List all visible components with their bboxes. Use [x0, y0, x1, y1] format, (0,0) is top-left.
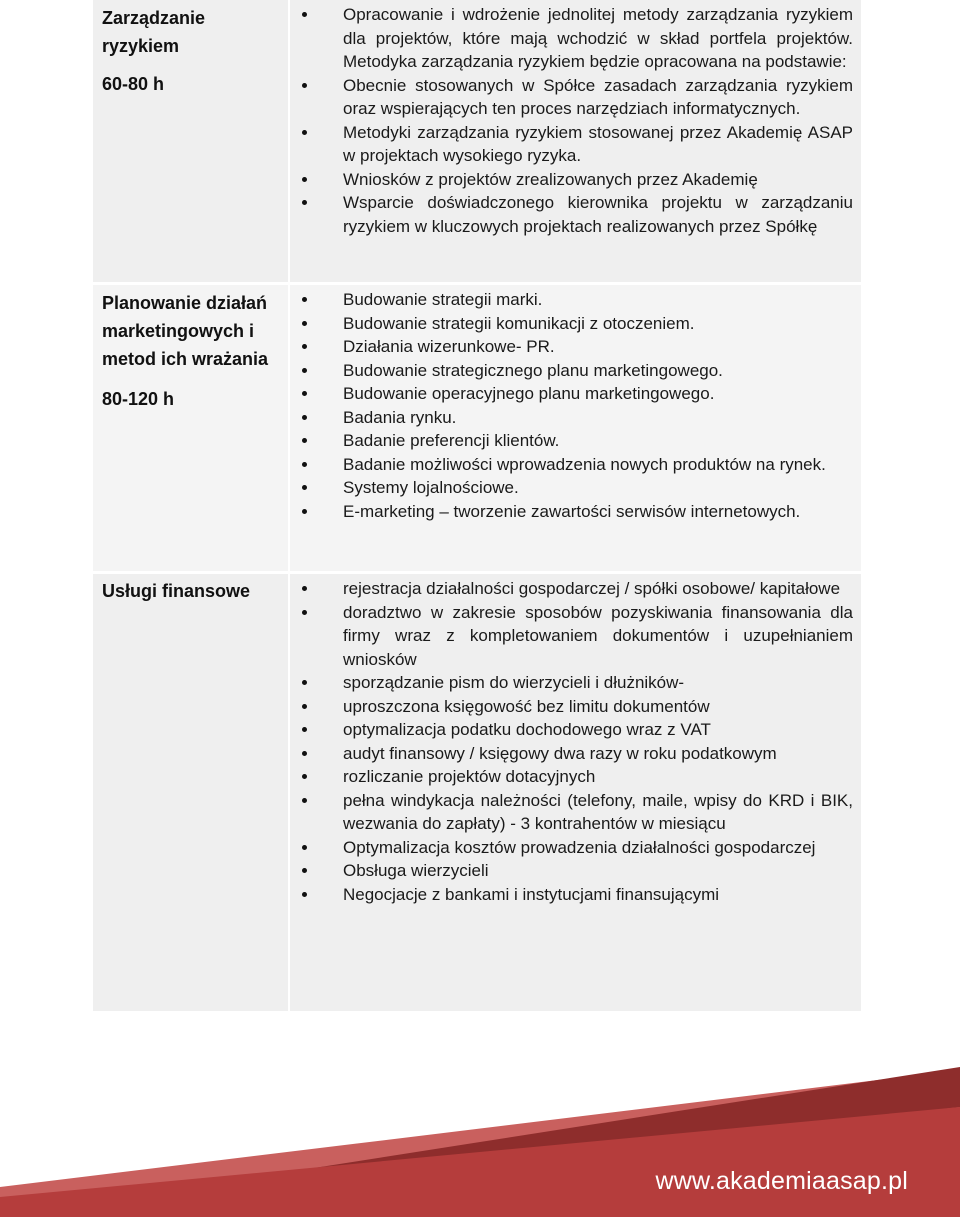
bullet-icon — [302, 297, 307, 302]
section-items-cell — [290, 0, 861, 282]
list-item: Budowanie operacyjnego planu marketingowego. — [290, 382, 853, 406]
list-item: pełna windykacja należności (telefony, maile, wpisy do KRD i BIK, wezwania do zapłaty) - 3 kontrahentów w miesiącu — [290, 789, 853, 836]
bullet-icon — [302, 509, 307, 514]
list-item: Metodyki zarządzania ryzykiem stosowanej przez Akademię ASAP w projektach wysokiego ryzyka. — [290, 121, 853, 168]
bullet-icon — [302, 727, 307, 732]
section-hours: 80-120 h — [102, 389, 175, 409]
section-title: Planowanie działań marketingowych i metod ich wrażania — [102, 293, 269, 369]
website-link[interactable]: www.akademiaasap.pl — [655, 1167, 908, 1195]
list-item: Optymalizacja kosztów prowadzenia działalności gospodarczej — [290, 836, 853, 860]
list-item: optymalizacja podatku dochodowego wraz z VAT — [290, 718, 853, 742]
section-title-cell — [93, 285, 290, 571]
section-title-cell — [93, 0, 290, 282]
list-item: Systemy lojalnościowe. — [290, 476, 853, 500]
list-item: Budowanie strategii marki. — [290, 288, 853, 312]
list-item: Badania rynku. — [290, 406, 853, 430]
list-item: Działania wizerunkowe- PR. — [290, 335, 853, 359]
section-items-cell — [290, 574, 861, 1011]
section-title: Usługi finansowe — [102, 581, 251, 601]
list-item: Wsparcie doświadczonego kierownika projektu w zarządzaniu ryzykiem w kluczowych projektach realizowanych przez Spółkę — [290, 191, 853, 238]
list-item: Negocjacje z bankami i instytucjami finansującymi — [290, 883, 853, 907]
list-item: Badanie możliwości wprowadzenia nowych produktów na rynek. — [290, 453, 853, 477]
bullet-icon — [302, 391, 307, 396]
bullet-icon — [302, 462, 307, 467]
bullet-icon — [302, 751, 307, 756]
list-item: Obecnie stosowanych w Spółce zasadach zarządzania ryzykiem oraz wspierających ten proces narzędziach informatycznych. — [290, 74, 853, 121]
list-item: rejestracja działalności gospodarczej / spółki osobowe/ kapitałowe — [290, 577, 853, 601]
item-list — [290, 577, 853, 906]
bullet-icon — [302, 12, 307, 17]
bullet-icon — [302, 321, 307, 326]
section-title: Zarządzanie ryzykiem — [102, 8, 206, 56]
bullet-icon — [302, 200, 307, 205]
list-item: sporządzanie pism do wierzycieli i dłużników- — [290, 671, 853, 695]
list-item: Obsługa wierzycieli — [290, 859, 853, 883]
list-item: Wniosków z projektów zrealizowanych przez Akademię — [290, 168, 853, 192]
section-items-cell — [290, 285, 861, 571]
section-hours: 60-80 h — [102, 74, 165, 94]
bullet-icon — [302, 177, 307, 182]
services-table — [93, 0, 861, 1011]
list-item: rozliczanie projektów dotacyjnych — [290, 765, 853, 789]
list-item: Opracowanie i wdrożenie jednolitej metody zarządzania ryzykiem dla projektów, które mają wchodzić w skład portfela projektów. Metodyka zarządzania ryzykiem będzie opracowana na podstawie: — [290, 3, 853, 74]
bullet-icon — [302, 415, 307, 420]
bullet-icon — [302, 438, 307, 443]
list-item: audyt finansowy / księgowy dwa razy w roku podatkowym — [290, 742, 853, 766]
list-item: uproszczona księgowość bez limitu dokumentów — [290, 695, 853, 719]
section-title-cell — [93, 574, 290, 1011]
list-item: doradztwo w zakresie sposobów pozyskiwania finansowania dla firmy wraz z kompletowaniem dokumentów i uzupełnianiem wniosków — [290, 601, 853, 672]
list-item: Budowanie strategii komunikacji z otoczeniem. — [290, 312, 853, 336]
list-item: Budowanie strategicznego planu marketingowego. — [290, 359, 853, 383]
bullet-icon — [302, 892, 307, 897]
bullet-icon — [302, 130, 307, 135]
bullet-icon — [302, 868, 307, 873]
bullet-icon — [302, 344, 307, 349]
bullet-icon — [302, 83, 307, 88]
bullet-icon — [302, 845, 307, 850]
bullet-icon — [302, 704, 307, 709]
bullet-icon — [302, 485, 307, 490]
list-item: E-marketing – tworzenie zawartości serwisów internetowych. — [290, 500, 853, 524]
bullet-icon — [302, 798, 307, 803]
bullet-icon — [302, 680, 307, 685]
bullet-icon — [302, 586, 307, 591]
bullet-icon — [302, 774, 307, 779]
footer-banner — [0, 1067, 960, 1217]
item-list — [290, 3, 853, 238]
bullet-icon — [302, 610, 307, 615]
bullet-icon — [302, 368, 307, 373]
item-list — [290, 288, 853, 523]
list-item: Badanie preferencji klientów. — [290, 429, 853, 453]
